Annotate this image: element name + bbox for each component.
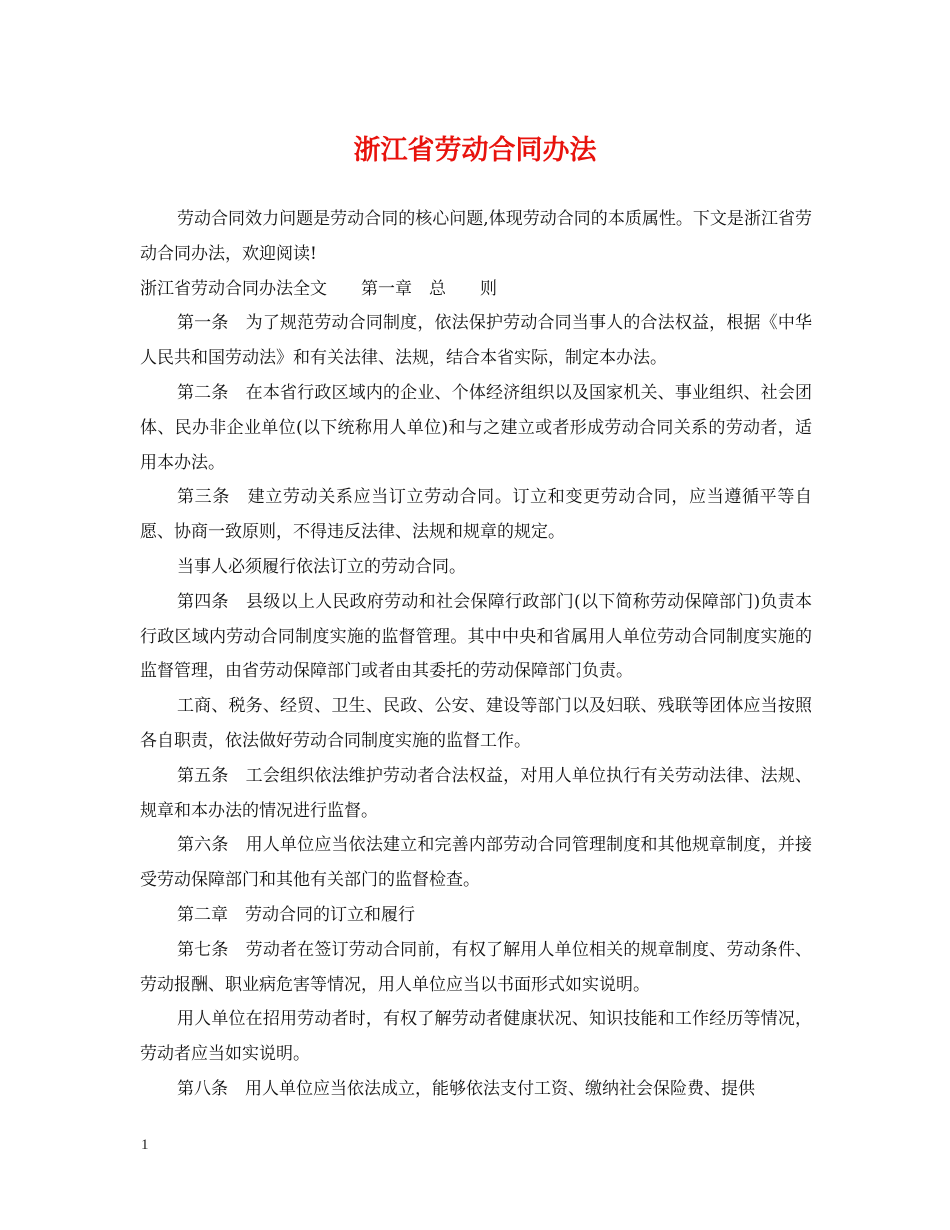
paragraph: 工商、税务、经贸、卫生、民政、公安、建设等部门以及妇联、残联等团体应当按照各自职责，依法做好劳动合同制度实施的监督工作。	[140, 696, 812, 751]
paragraph: 浙江省劳动合同办法全文 第一章 总 则	[140, 278, 497, 299]
page-title: 浙江省劳动合同办法	[353, 135, 597, 166]
paragraph: 第八条 用人单位应当依法成立，能够依法支付工资、缴纳社会保险费、提供	[177, 1078, 755, 1099]
paragraph: 第六条 用人单位应当依法建立和完善内部劳动合同管理制度和其他规章制度，并接受劳动保障部门和其他有关部门的监督检查。	[140, 835, 812, 891]
paragraph: 第三条 建立劳动关系应当订立劳动合同。订立和变更劳动合同，应当遵循平等自愿、协商一致原则，不得违反法律、法规和规章的规定。	[140, 487, 812, 543]
paragraph: 当事人必须履行依法订立的劳动合同。	[177, 556, 466, 577]
paragraph: 第二条 在本省行政区域内的企业、个体经济组织以及国家机关、事业组织、社会团体、民办非企业单位(以下统称用人单位)和与之建立或者形成劳动合同关系的劳动者，适用本办法。	[140, 382, 812, 473]
paragraph: 第五条 工会组织依法维护劳动者合法权益，对用人单位执行有关劳动法律、法规、规章和本办法的情况进行监督。	[140, 765, 812, 821]
chapter-heading: 第二章 劳动合同的订立和履行	[177, 904, 415, 925]
document-body	[140, 202, 812, 1107]
paragraph: 劳动合同效力问题是劳动合同的核心问题,体现劳动合同的本质属性。下文是浙江省劳动合同办法，欢迎阅读!	[140, 209, 812, 264]
paragraph: 第一条 为了规范劳动合同制度，依法保护劳动合同当事人的合法权益，根据《中华人民共和国劳动法》和有关法律、法规，结合本省实际，制定本办法。	[140, 313, 812, 369]
paragraph: 用人单位在招用劳动者时，有权了解劳动者健康状况、知识技能和工作经历等情况，劳动者应当如实说明。	[140, 1009, 812, 1065]
page-number: 1	[141, 1137, 149, 1153]
paragraph: 第四条 县级以上人民政府劳动和社会保障行政部门(以下简称劳动保障部门)负责本行政区域内劳动合同制度实施的监督管理。其中中央和省属用人单位劳动合同制度实施的监督管理，由省劳动保障部门或者由其委托的劳动保障部门负责。	[140, 591, 812, 682]
paragraph: 第七条 劳动者在签订劳动合同前，有权了解用人单位相关的规章制度、劳动条件、劳动报酬、职业病危害等情况，用人单位应当以书面形式如实说明。	[140, 939, 812, 995]
